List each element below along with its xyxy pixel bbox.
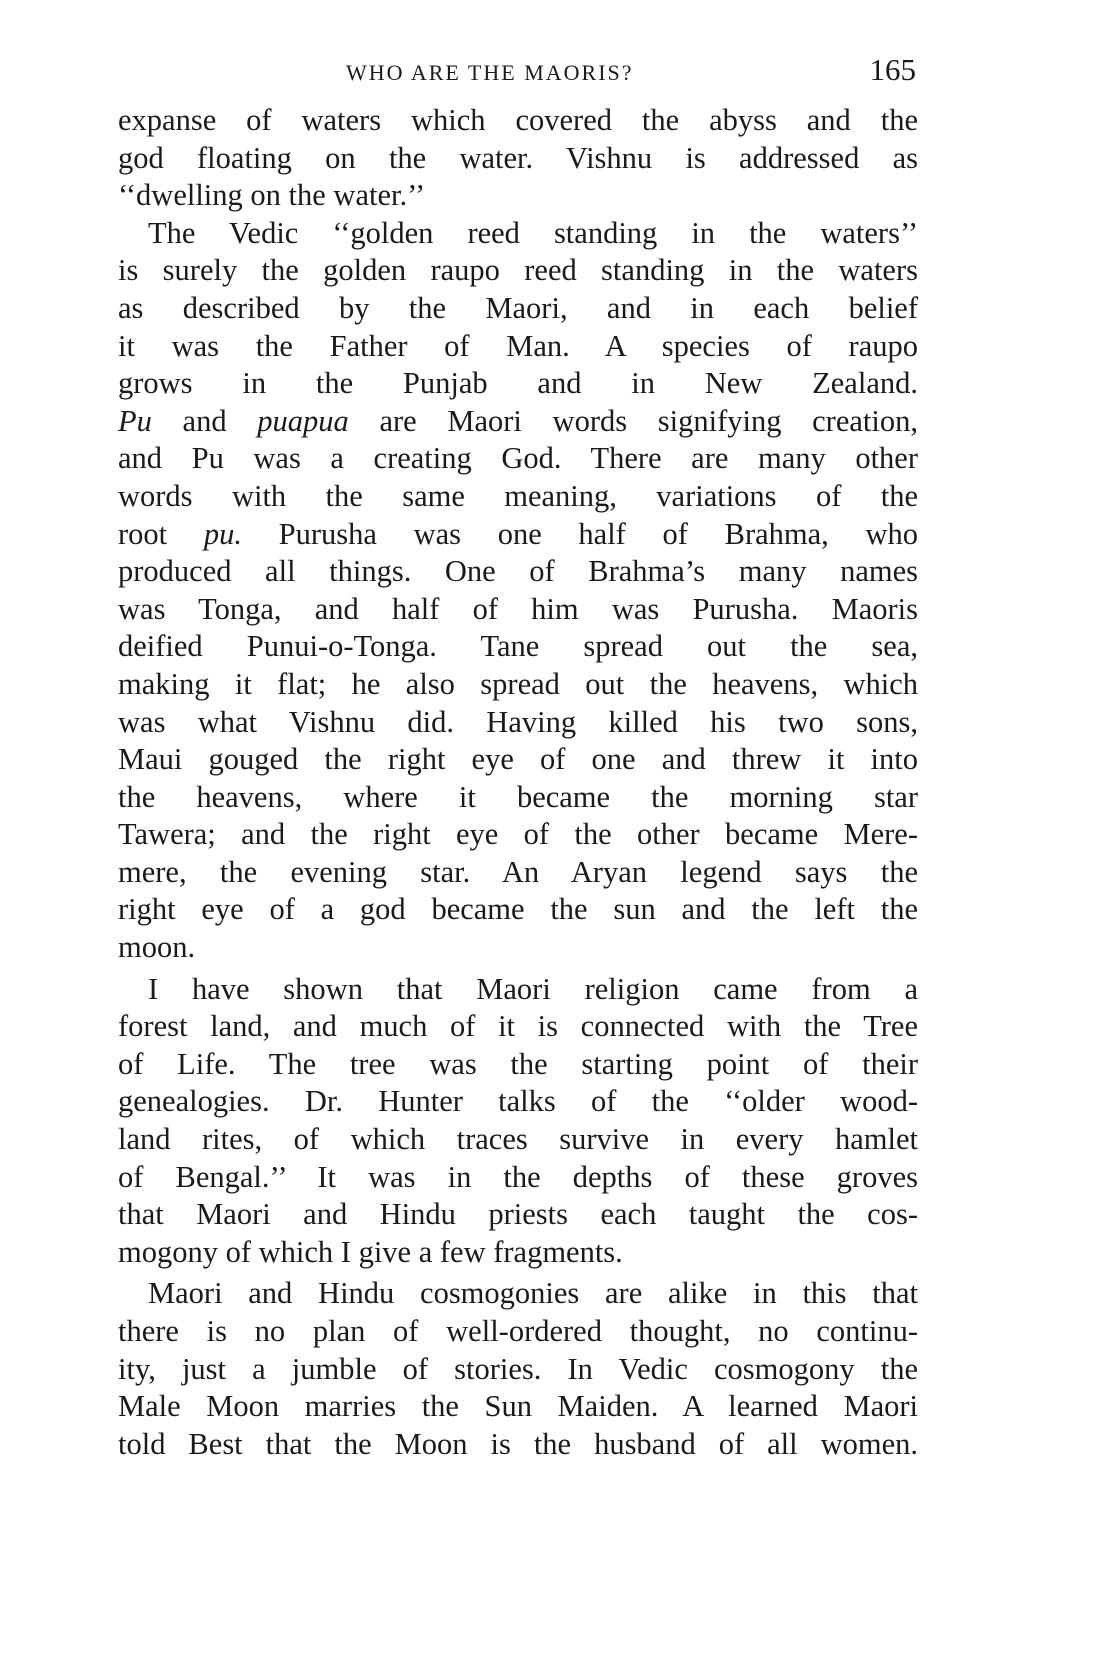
text-line: told Best that the Moon is the husband of all women. — [118, 1426, 918, 1461]
running-title: WHO ARE THE MAORIS? — [346, 60, 634, 85]
book-page — [118, 52, 918, 1463]
text-line: that Maori and Hindu priests each taught the cos- — [118, 1197, 918, 1232]
text-line: mere, the evening star. An Aryan legend says the — [118, 854, 918, 889]
paragraph-1 — [118, 102, 918, 215]
text-line: there is no plan of well-ordered thought, no continu- — [118, 1314, 918, 1348]
page-header — [118, 52, 918, 102]
text-line: ity, just a jumble of stories. In Vedic cosmogony the — [118, 1351, 918, 1386]
text-line: I have shown that Maori religion came from a — [148, 971, 918, 1006]
body-text — [118, 102, 918, 1463]
paragraph-4 — [118, 1275, 918, 1463]
text-line: ‘‘dwelling on the water.’’ — [118, 178, 426, 213]
text-line: as described by the Maori, and in each belief — [118, 290, 918, 325]
text-line: and Pu was a creating God. There are many other — [118, 441, 918, 476]
text-line: grows in the Punjab and in New Zealand. — [118, 366, 918, 401]
text-line: making it flat; he also spread out the heavens, which — [118, 666, 918, 701]
page-number: 165 — [869, 52, 916, 87]
text-line: forest land, and much of it is connected with the Tree — [118, 1009, 918, 1044]
text-line-with-italics: root pu. Purusha was one half of Brahma, who — [118, 516, 918, 551]
text-line: the heavens, where it became the morning star — [118, 779, 918, 814]
text-line: land rites, of which traces survive in every hamlet — [118, 1122, 918, 1157]
text-line: The Vedic ‘‘golden reed standing in the waters’’ — [148, 215, 918, 250]
text-line: was what Vishnu did. Having killed his two sons, — [118, 704, 918, 739]
text-line: genealogies. Dr. Hunter talks of the ‘‘older wood- — [118, 1084, 918, 1119]
text-line-with-italics: Pu and puapua are Maori words signifying creation, — [118, 403, 918, 438]
text-line: moon. — [118, 930, 196, 965]
text-line: Maui gouged the right eye of one and threw it into — [118, 742, 918, 777]
text-line: Maori and Hindu cosmogonies are alike in this that — [148, 1276, 918, 1311]
text-line: expanse of waters which covered the abyss and the — [118, 103, 918, 137]
text-line: deified Punui-o-Tonga. Tane spread out the sea, — [118, 629, 918, 664]
text-line: Tawera; and the right eye of the other became Mere- — [118, 817, 918, 852]
text-line: god floating on the water. Vishnu is addressed as — [118, 140, 918, 175]
paragraph-2 — [118, 215, 918, 967]
text-line: mogony of which I give a few fragments. — [118, 1234, 623, 1269]
text-line: it was the Father of Man. A species of raupo — [118, 328, 918, 363]
text-line: right eye of a god became the sun and the left the — [118, 892, 918, 927]
text-line: Male Moon marries the Sun Maiden. A learned Maori — [118, 1389, 918, 1424]
text-line: of Bengal.’’ It was in the depths of these groves — [118, 1159, 918, 1194]
paragraph-3 — [118, 971, 918, 1272]
text-line: was Tonga, and half of him was Purusha. Maoris — [118, 591, 918, 626]
text-line: of Life. The tree was the starting point of their — [118, 1046, 918, 1081]
text-line: words with the same meaning, variations of the — [118, 478, 918, 513]
text-line: produced all things. One of Brahma’s many names — [118, 554, 918, 589]
text-line: is surely the golden raupo reed standing in the waters — [118, 253, 918, 288]
